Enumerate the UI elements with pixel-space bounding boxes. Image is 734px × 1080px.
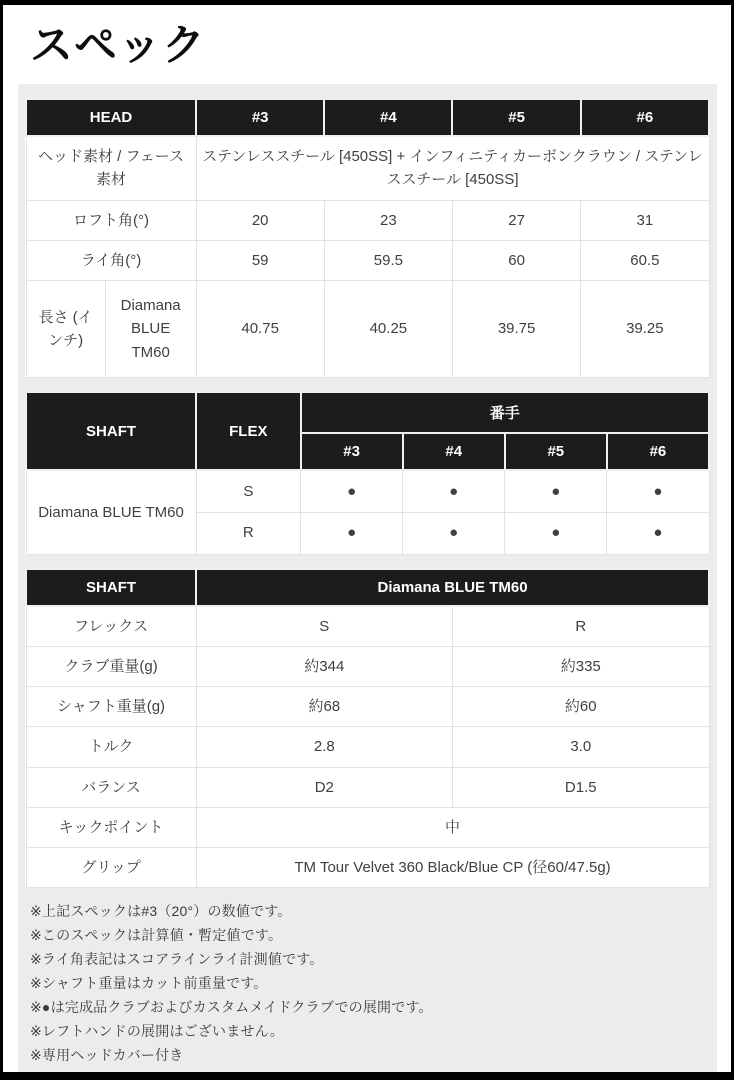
flex-value-s: S [196,606,452,647]
flex-header-cell: FLEX [196,392,300,470]
number-header-5: #5 [505,433,607,470]
lie-value-3: 59 [196,240,324,280]
availability-dot: ● [505,470,607,512]
lie-value-4: 59.5 [324,240,452,280]
shaft-spec-table [25,568,710,889]
shaft-name: Diamana BLUE TM60 [26,470,196,554]
availability-header-row [26,392,709,433]
footnote-2: ※このスペックは計算値・暫定値です。 [30,927,283,944]
loft-row [26,200,709,240]
length-shaft-label: Diamana BLUE TM60 [105,281,196,378]
length-label: 長さ (インチ) [26,281,105,378]
availability-dot: ● [505,512,607,554]
spec-panel [18,84,717,1080]
lie-value-5: 60 [452,240,580,280]
availability-dot: ● [301,512,403,554]
length-value-5: 39.75 [452,281,580,378]
availability-table [25,391,710,555]
footnote-4: ※シャフト重量はカット前重量です。 [30,975,268,992]
number-header-4: #4 [403,433,505,470]
flex-s: S [196,470,300,512]
footnote-7: ※専用ヘッドカバー付き [30,1047,184,1064]
footnote-5: ※●は完成品クラブおよびカスタムメイドクラブでの展開です。 [30,999,433,1016]
grip-row [26,848,709,888]
torque-s: 2.8 [196,727,452,767]
flex-label: フレックス [26,606,196,647]
torque-label: トルク [26,727,196,767]
availability-dot: ● [403,512,505,554]
shaft-weight-s: 約68 [196,687,452,727]
flex-r: R [196,512,300,554]
loft-value-3: 20 [196,200,324,240]
lie-value-6: 60.5 [581,240,709,280]
balance-r: D1.5 [453,767,709,807]
col-header-3: #3 [196,99,324,136]
shaft-spec-header-value: Diamana BLUE TM60 [196,569,709,606]
kickpoint-value: 中 [196,807,709,847]
footnote-8: ※本体は中国製/ベトナム製、専用ヘッドカバーは中国製/ベトナム製 [30,1071,461,1080]
grip-value: TM Tour Velvet 360 Black/Blue CP (径60/47.5g) [196,848,709,888]
availability-dot: ● [301,470,403,512]
page-title: スペック [30,22,206,70]
lie-label: ライ角(°) [26,240,196,280]
kickpoint-label: キックポイント [26,807,196,847]
number-header-cell: 番手 [301,392,709,433]
flex-spec-row [26,606,709,647]
club-weight-s: 約344 [196,646,452,686]
material-row [26,136,709,200]
torque-row [26,727,709,767]
head-table-header-row [26,99,709,136]
balance-s: D2 [196,767,452,807]
club-weight-r: 約335 [453,646,709,686]
length-row [26,281,709,378]
balance-label: バランス [26,767,196,807]
shaft-spec-header-label: SHAFT [26,569,196,606]
availability-dot: ● [403,470,505,512]
availability-dot: ● [607,512,709,554]
footnote-6: ※レフトハンドの展開はございません。 [30,1023,284,1040]
loft-value-4: 23 [324,200,452,240]
length-value-6: 39.25 [581,281,709,378]
footnote-1: ※上記スペックは#3（20°）の数値です。 [30,903,292,920]
flex-value-r: R [453,606,709,647]
shaft-spec-header-row [26,569,709,606]
club-weight-label: クラブ重量(g) [26,646,196,686]
availability-dot: ● [607,470,709,512]
club-weight-row [26,646,709,686]
shaft-weight-row [26,687,709,727]
kickpoint-row [26,807,709,847]
shaft-weight-r: 約60 [453,687,709,727]
loft-value-6: 31 [581,200,709,240]
loft-value-5: 27 [452,200,580,240]
material-label: ヘッド素材 / フェース素材 [26,136,196,200]
loft-label: ロフト角(°) [26,200,196,240]
length-value-3: 40.75 [196,281,324,378]
col-header-4: #4 [324,99,452,136]
availability-row-s [26,470,709,512]
col-header-6: #6 [581,99,709,136]
footnote-3: ※ライ角表記はスコアラインライ計測値です。 [30,951,324,968]
material-value: ステンレススチール [450SS] + インフィニティカーボンクラウン / ステンレススチール [450SS] [196,136,709,200]
head-spec-table [25,98,710,378]
length-value-4: 40.25 [324,281,452,378]
head-header-cell: HEAD [26,99,196,136]
number-header-3: #3 [301,433,403,470]
footnotes [25,901,710,1080]
lie-row [26,240,709,280]
number-header-6: #6 [607,433,709,470]
balance-row [26,767,709,807]
col-header-5: #5 [452,99,580,136]
grip-label: グリップ [26,848,196,888]
torque-r: 3.0 [453,727,709,767]
shaft-header-cell: SHAFT [26,392,196,470]
shaft-weight-label: シャフト重量(g) [26,687,196,727]
